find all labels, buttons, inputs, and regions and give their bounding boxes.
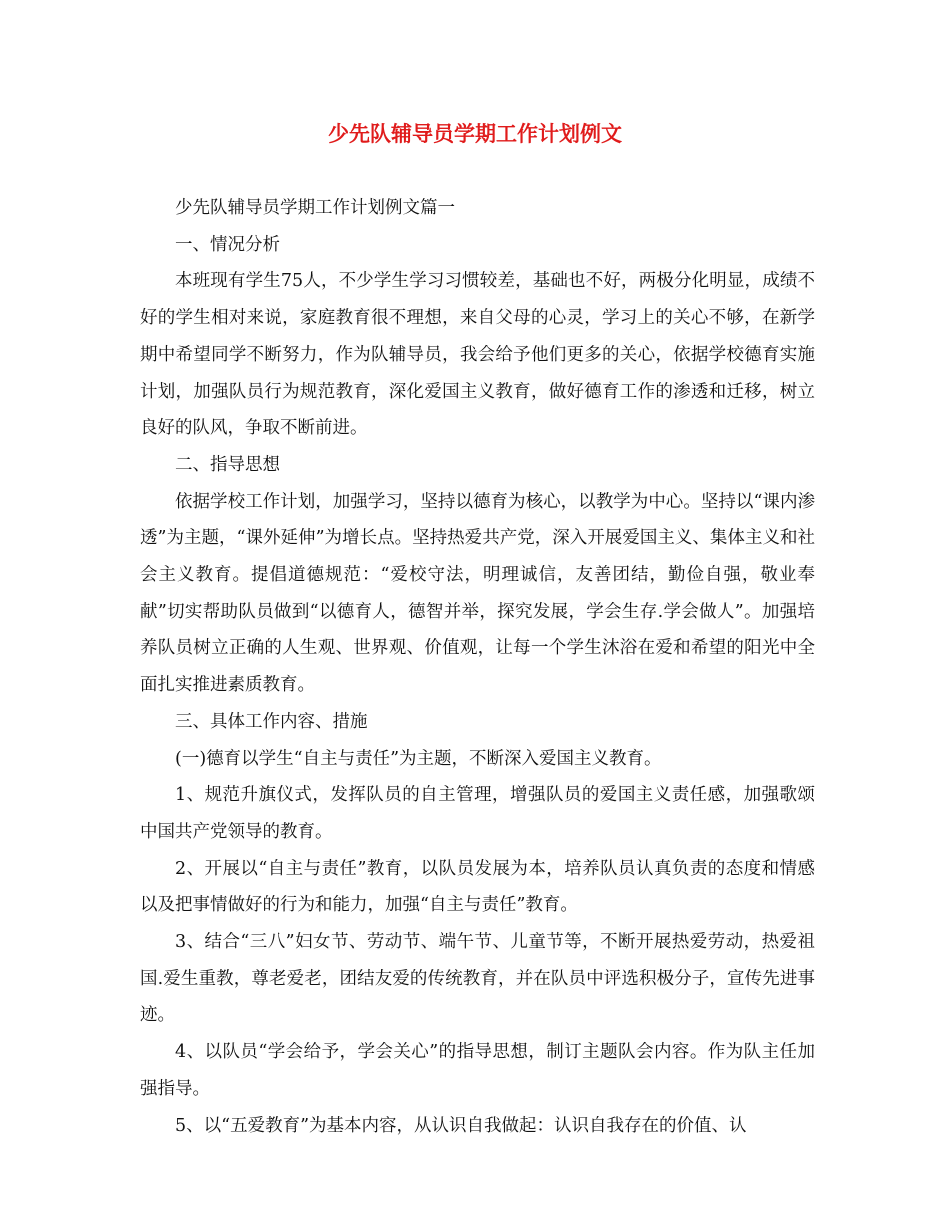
paragraph-measure-5: 5、以“五爱教育”为基本内容，从认识自我做起：认识自我存在的价值、认 [175, 1115, 747, 1136]
paragraph-measure-3: 3、结合“三八”妇女节、劳动节、端午节、儿童节等，不断开展热爱劳动，热爱祖国.爱生重教，尊老爱老，团结友爱的传统教育，并在队员中评选积极分子，宣传先进事迹。 [140, 932, 815, 1026]
paragraph-heading-guidance: 二、指导思想 [175, 454, 280, 475]
paragraph-guidance: 依据学校工作计划，加强学习，坚持以德育为核心，以教学为中心。坚持以“课内渗透”为主题，“课外延伸”为增长点。坚持热爱共产党，深入开展爱国主义、集体主义和社会主义教育。提倡道德规范：“爱校守法，明理诚信，友善团结，勤俭自强，敬业奉献”切实帮助队员做到“以德育人，德智并举，探究发展，学会生存.学会做人”。加强培养队员树立正确的人生观、世界观、价值观，让每一个学生沐浴在爱和希望的阳光中全面扎实推进素质教育。 [140, 491, 815, 696]
paragraph-subtitle: 少先队辅导员学期工作计划例文篇一 [175, 198, 455, 218]
paragraph-measure-4: 4、以队员“学会给予，学会关心”的指导思想，制订主题队会内容。作为队主任加强指导。 [140, 1042, 815, 1099]
paragraph-measure-intro: (一)德育以学生“自主与责任”为主题，不断深入爱国主义教育。 [175, 748, 662, 769]
paragraph-heading-situation: 一、情况分析 [175, 234, 280, 255]
paragraph-heading-measures: 三、具体工作内容、措施 [175, 711, 368, 732]
paragraph-measure-2: 2、开展以“自主与责任”教育，以队员发展为本，培养队员认真负责的态度和情感以及把事情做好的行为和能力，加强“自主与责任”教育。 [140, 858, 815, 916]
paragraph-situation: 本班现有学生75人，不少学生学习习惯较差，基础也不好，两极分化明显，成绩不好的学生相对来说，家庭教育很不理想，来自父母的心灵，学习上的关心不够，在新学期中希望同学不断努力，作为队辅导员，我会给予他们更多的关心，依据学校德育实施计划，加强队员行为规范教育，深化爱国主义教育，做好德育工作的渗透和迁移，树立良好的队风，争取不断前进。 [140, 271, 815, 439]
document-title: 少先队辅导员学期工作计划例文 [328, 121, 622, 146]
paragraph-measure-1: 1、规范升旗仪式，发挥队员的自主管理，增强队员的爱国主义责任感，加强歌颂中国共产党领导的教育。 [140, 785, 815, 842]
document-body [140, 190, 815, 1144]
